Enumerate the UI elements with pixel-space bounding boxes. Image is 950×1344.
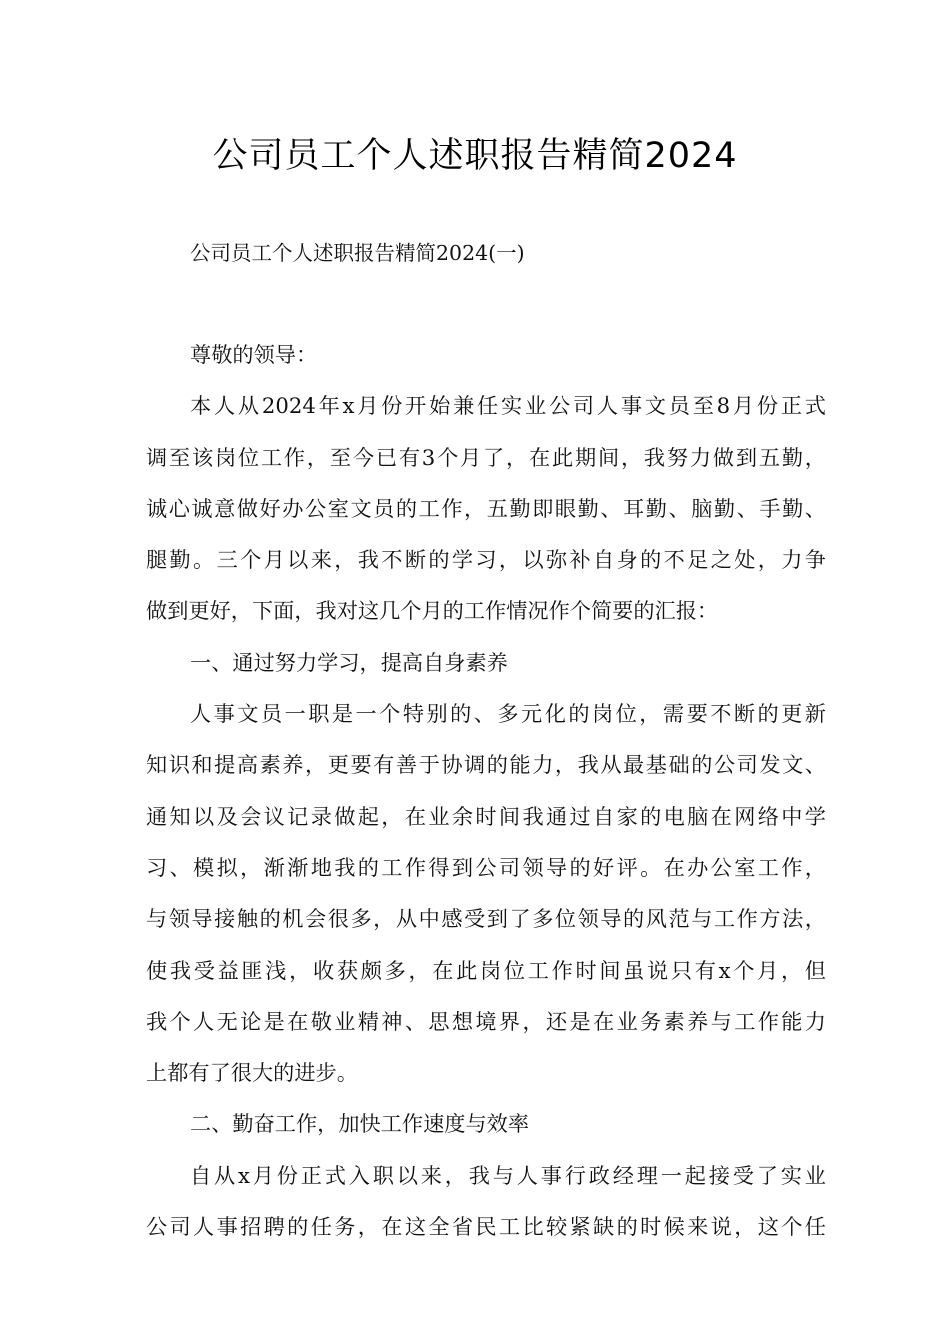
paragraph-line: 我个人无论是在敬业精神、思想境界，还是在业务素养与工作能力	[146, 1008, 826, 1034]
paragraph-line: 自从x月份正式入职以来，我与人事行政经理一起接受了实业	[190, 1162, 826, 1188]
section-heading: 一、通过努力学习，提高自身素养	[190, 649, 508, 675]
paragraph-line: 公司人事招聘的任务，在这全省民工比较紧缺的时候来说，这个任	[146, 1214, 826, 1240]
paragraph-line: 知识和提高素养，更要有善于协调的能力，我从最基础的公司发文、	[146, 752, 826, 778]
salutation: 尊敬的领导：	[190, 342, 318, 367]
paragraph-line: 与领导接触的机会很多，从中感受到了多位领导的风范与工作方法，	[146, 906, 826, 932]
document-body	[146, 340, 826, 1263]
paragraph-line: 诚心诚意做好办公室文员的工作，五勤即眼勤、耳勤、脑勤、手勤、	[146, 495, 826, 521]
document-title: 公司员工个人述职报告精简2024	[212, 136, 738, 176]
paragraph-line: 人事文员一职是一个特别的、多元化的岗位，需要不断的更新	[190, 701, 826, 727]
paragraph-line: 习、模拟，渐渐地我的工作得到公司领导的好评。在办公室工作，	[146, 854, 826, 880]
section-heading: 二、勤奋工作，加快工作速度与效率	[190, 1111, 530, 1137]
paragraph-line: 本人从2024年x月份开始兼任实业公司人事文员至8月份正式	[190, 393, 826, 419]
paragraph-line: 调至该岗位工作，至今已有3个月了，在此期间，我努力做到五勤，	[146, 444, 826, 470]
paragraph-line: 使我受益匪浅，收获颇多，在此岗位工作时间虽说只有x个月，但	[146, 957, 826, 983]
paragraph-line: 腿勤。三个月以来，我不断的学习，以弥补自身的不足之处，力争	[146, 547, 826, 573]
paragraph-line: 做到更好，下面，我对这几个月的工作情况作个简要的汇报：	[146, 598, 719, 624]
document-subtitle: 公司员工个人述职报告精简2024(一)	[190, 241, 525, 265]
paragraph-line: 上都有了很大的进步。	[146, 1060, 358, 1086]
paragraph-line: 通知以及会议记录做起，在业余时间我通过自家的电脑在网络中学	[146, 803, 826, 829]
